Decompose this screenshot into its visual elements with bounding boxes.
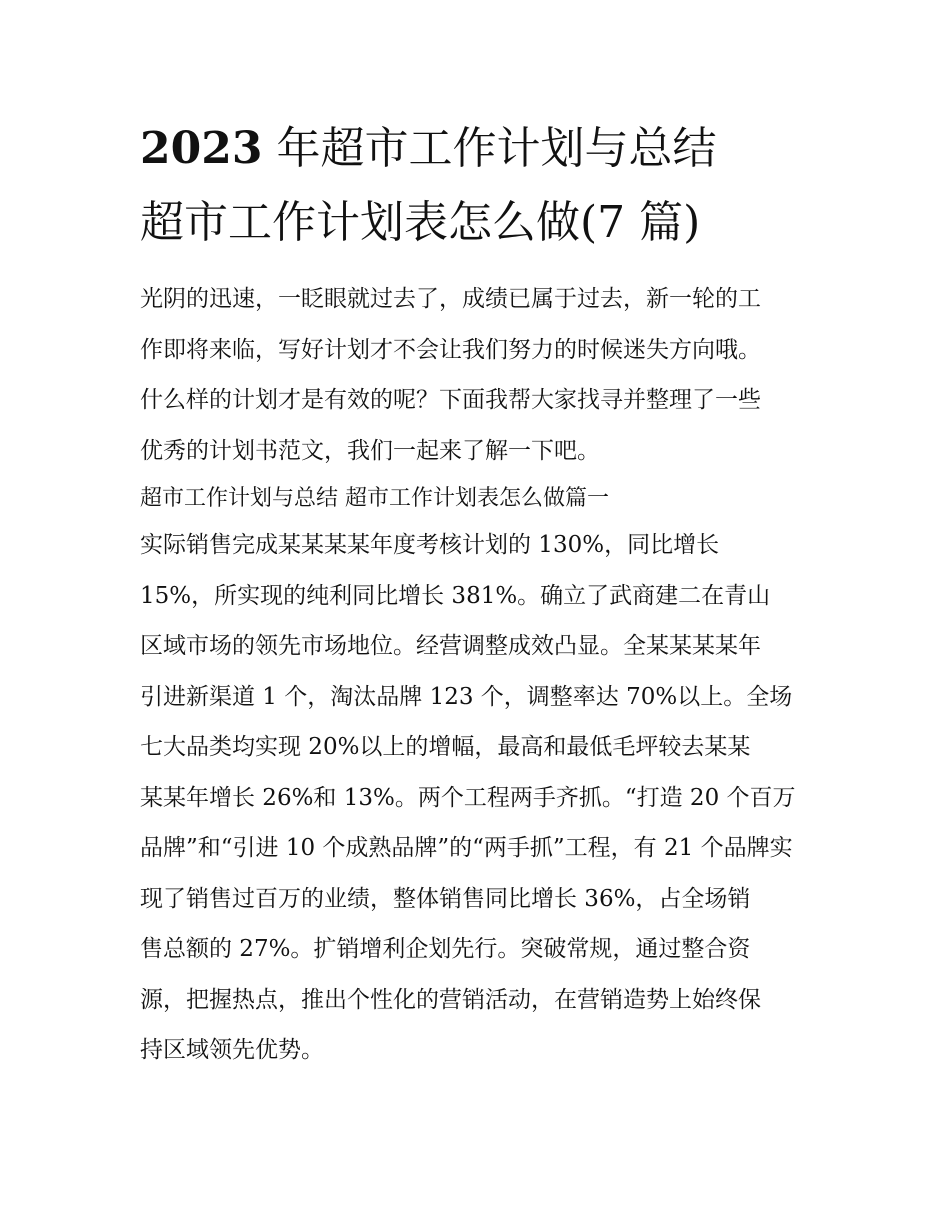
body-paragraph [140,520,820,1076]
document-title-line-1 [140,118,820,180]
document-page [140,118,820,1076]
body-line: 品牌”和“引进 10 个成熟品牌”的“两手抓”工程，有 21 个品牌实 [140,835,793,861]
section-heading: 超市工作计划与总结 超市工作计划表怎么做篇一 [140,486,609,511]
body-line: 引进新渠道 1 个，淘汰品牌 123 个，调整率达 70%以上。全场 [140,683,793,710]
body-line: 售总额的 27%。扩销增利企划先行。突破常规，通过整合资 [140,936,751,962]
title-text: 年超市工作计划与总结 [262,123,717,174]
body-line: 某某年增长 26%和 13%。两个工程两手齐抓。“打造 20 个百万 [140,784,796,811]
body-line: 15%，所实现的纯利同比增长 381%。确立了武商建二在青山 [140,582,771,609]
intro-line: 光阴的迅速，一眨眼就过去了，成绩已属于过去，新一轮的工 [140,286,761,312]
title-year: 2023 [140,123,263,174]
body-line: 源，把握热点，推出个性化的营销活动，在营销造势上始终保 [140,986,761,1013]
document-title-line-2 [140,192,820,254]
intro-line: 什么样的计划才是有效的呢？下面我帮大家找寻并整理了一些 [140,387,761,413]
title-text-2: 超市工作计划表怎么做(7 篇) [140,197,701,248]
body-line: 七大品类均实现 20%以上的增幅，最高和最低毛坪较去某某 [140,734,751,760]
body-line: 区域市场的领先市场地位。经营调整成效凸显。全某某某某年 [140,633,761,659]
body-line: 持区域领先优势。 [140,1037,324,1063]
intro-paragraph [140,274,820,476]
body-line: 现了销售过百万的业绩，整体销售同比增长 36%，占全场销 [140,885,751,912]
body-line: 实际销售完成某某某某年度考核计划的 130%，同比增长 [140,532,720,558]
intro-line: 作即将来临，写好计划才不会让我们努力的时候迷失方向哦。 [140,336,761,363]
intro-line: 优秀的计划书范文，我们一起来了解一下吧。 [140,437,600,464]
